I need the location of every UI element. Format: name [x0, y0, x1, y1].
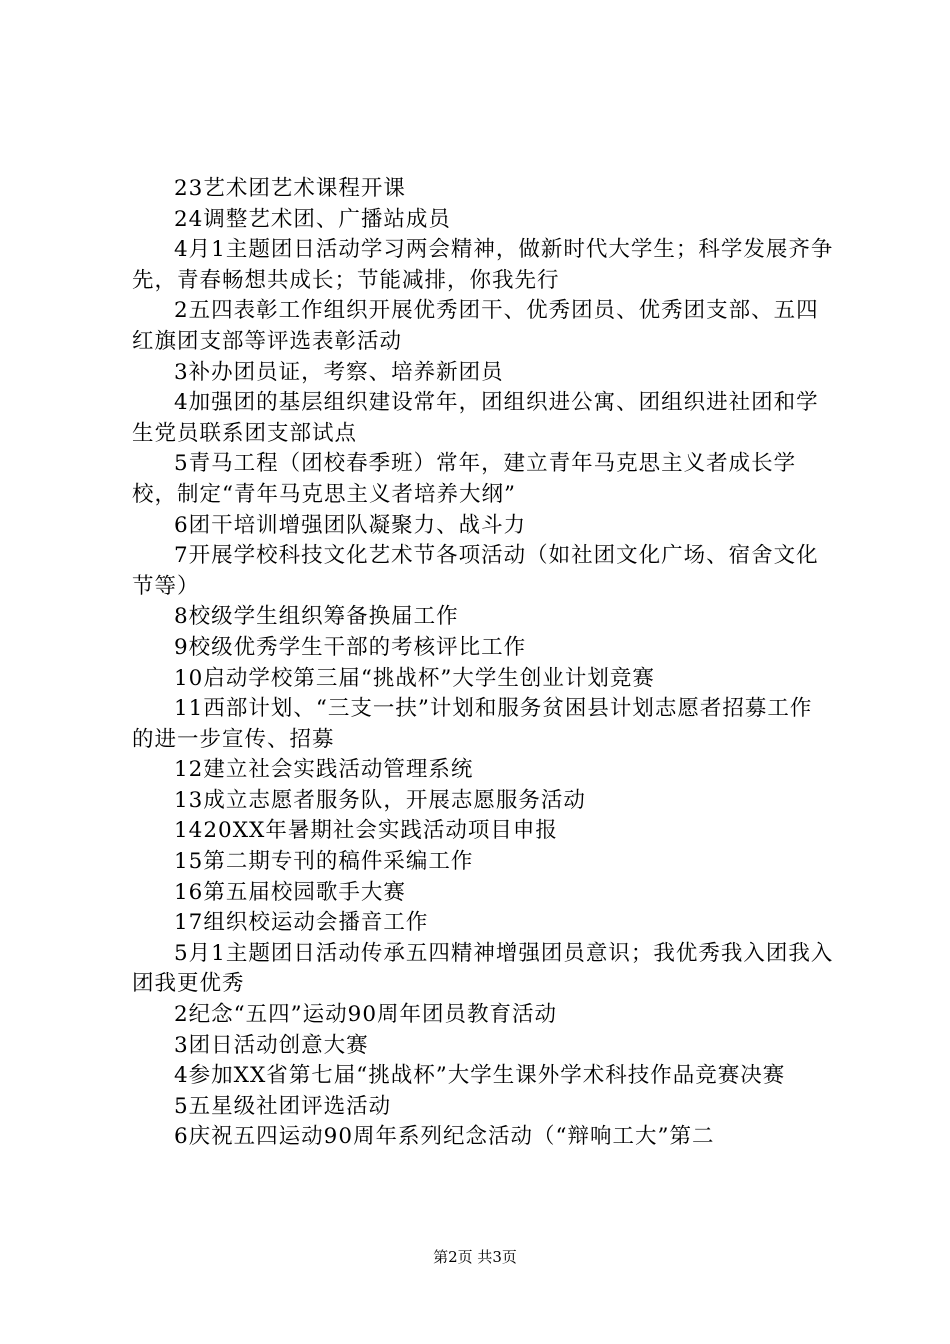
paragraph: 11西部计划、“三支一扶”计划和服务贫困县计划志愿者招募工作的进一步宣传、招募 [132, 696, 813, 752]
paragraph: 16第五届校园歌手大赛 [174, 879, 406, 905]
paragraph: 7开展学校科技文化艺术节各项活动（如社团文化广场、宿舍文化节等） [132, 543, 819, 599]
paragraph: 4参加XX省第七届“挑战杯”大学生课外学术科技作品竞赛决赛 [174, 1063, 786, 1089]
paragraph: 1420XX年暑期社会实践活动项目申报 [174, 818, 558, 844]
paragraph: 24调整艺术团、广播站成员 [174, 206, 451, 232]
paragraph: 15第二期专刊的稿件采编工作 [174, 849, 474, 875]
paragraph: 3补办团员证，考察、培养新团员 [174, 359, 504, 385]
paragraph: 13成立志愿者服务队，开展志愿服务活动 [174, 787, 586, 813]
page-footer: 第2页 共3页 [433, 1248, 517, 1266]
paragraph: 2纪念“五四”运动90周年团员教育活动 [174, 1002, 558, 1028]
paragraph: 5月1主题团日活动传承五四精神增强团员意识；我优秀我入团我入团我更优秀 [132, 940, 834, 997]
paragraph: 12建立社会实践活动管理系统 [174, 757, 474, 783]
paragraph: 23艺术团艺术课程开课 [174, 176, 406, 201]
paragraph: 17组织校运动会播音工作 [174, 910, 429, 936]
paragraph: 10启动学校第三届“挑战杯”大学生创业计划竞赛 [174, 665, 655, 691]
paragraph: 4加强团的基层组织建设常年，团组织进公寓、团组织进社团和学生党员联系团支部试点 [132, 390, 819, 446]
paragraph: 9校级优秀学生干部的考核评比工作 [174, 634, 527, 660]
paragraph: 8校级学生组织筹备换届工作 [174, 604, 459, 630]
paragraph: 4月1主题团日活动学习两会精神，做新时代大学生；科学发展齐争先，青春畅想共成长；节能减排，你我先行 [132, 237, 834, 293]
paragraph: 6团干培训增强团队凝聚力、战斗力 [174, 512, 527, 538]
paragraph: 6庆祝五四运动90周年系列纪念活动（“辩响工大”第二 [174, 1124, 715, 1150]
document-body [132, 174, 834, 1153]
paragraph: 5青马工程（团校春季班）常年，建立青年马克思主义者成长学校，制定“青年马克思主义者培养大纲” [132, 451, 797, 507]
paragraph: 3团日活动创意大赛 [174, 1032, 369, 1058]
paragraph: 2五四表彰工作组织开展优秀团干、优秀团员、优秀团支部、五四红旗团支部等评选表彰活动 [132, 298, 819, 354]
paragraph: 5五星级社团评选活动 [174, 1093, 392, 1119]
